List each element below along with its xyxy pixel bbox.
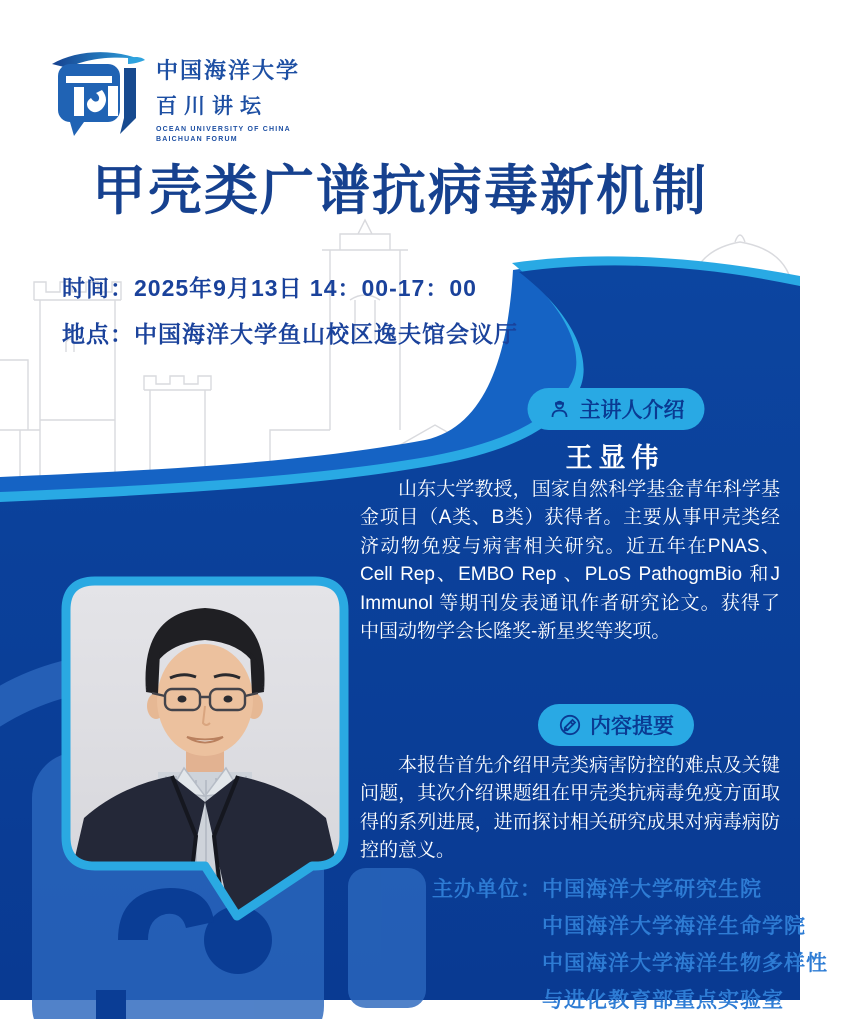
organizer-item: 与进化教育部重点实验室 [542,989,784,1012]
location-label: 地点： [62,321,134,347]
organizer-item: 中国海洋大学研究生院 [542,878,762,901]
lecture-title: 甲壳类广谱抗病毒新机制 [92,161,708,221]
organizers-label: 主办单位： [432,878,542,901]
logo-forum-name-en: BAICHUAN FORUM [156,136,238,143]
organizer-item: 中国海洋大学海洋生物多样性 [542,952,828,975]
logo-forum-name: 百川讲坛 [156,95,268,118]
logo-org-name-en: OCEAN UNIVERSITY OF CHINA [156,126,291,133]
speaker-intro-badge-label: 主讲人介绍 [579,399,685,422]
speaker-name: 王显伟 [565,443,665,473]
abstract-badge-label: 内容提要 [590,715,674,738]
speaker-bio: 山东大学教授，国家自然科学基金青年科学基金项目（A类、B类）获得者。主要从事甲壳类经济动物免疫与病害相关研究。近五年在PNAS、Cell Rep、EMBO Rep 、PLoS PathogmBio 和J Immunol 等期刊发表通讯作者研究论文。获得了中国动物学会长隆奖-新星奖等奖项。 [360,479,780,643]
organizer-item: 中国海洋大学海洋生命学院 [542,915,806,938]
time-value: 2025年9月13日 14：00-17：00 [134,275,477,301]
time-label: 时间： [62,275,134,301]
logo-org-name: 中国海洋大学 [156,58,301,83]
location-value: 中国海洋大学鱼山校区逸夫馆会议厅 [134,321,518,347]
abstract-text: 本报告首先介绍甲壳类病害防控的难点及关键问题，其次介绍课题组在甲壳类抗病毒免疫方面取得的系列进展，进而探讨相关研究成果对病毒病防控的意义。 [360,755,780,862]
